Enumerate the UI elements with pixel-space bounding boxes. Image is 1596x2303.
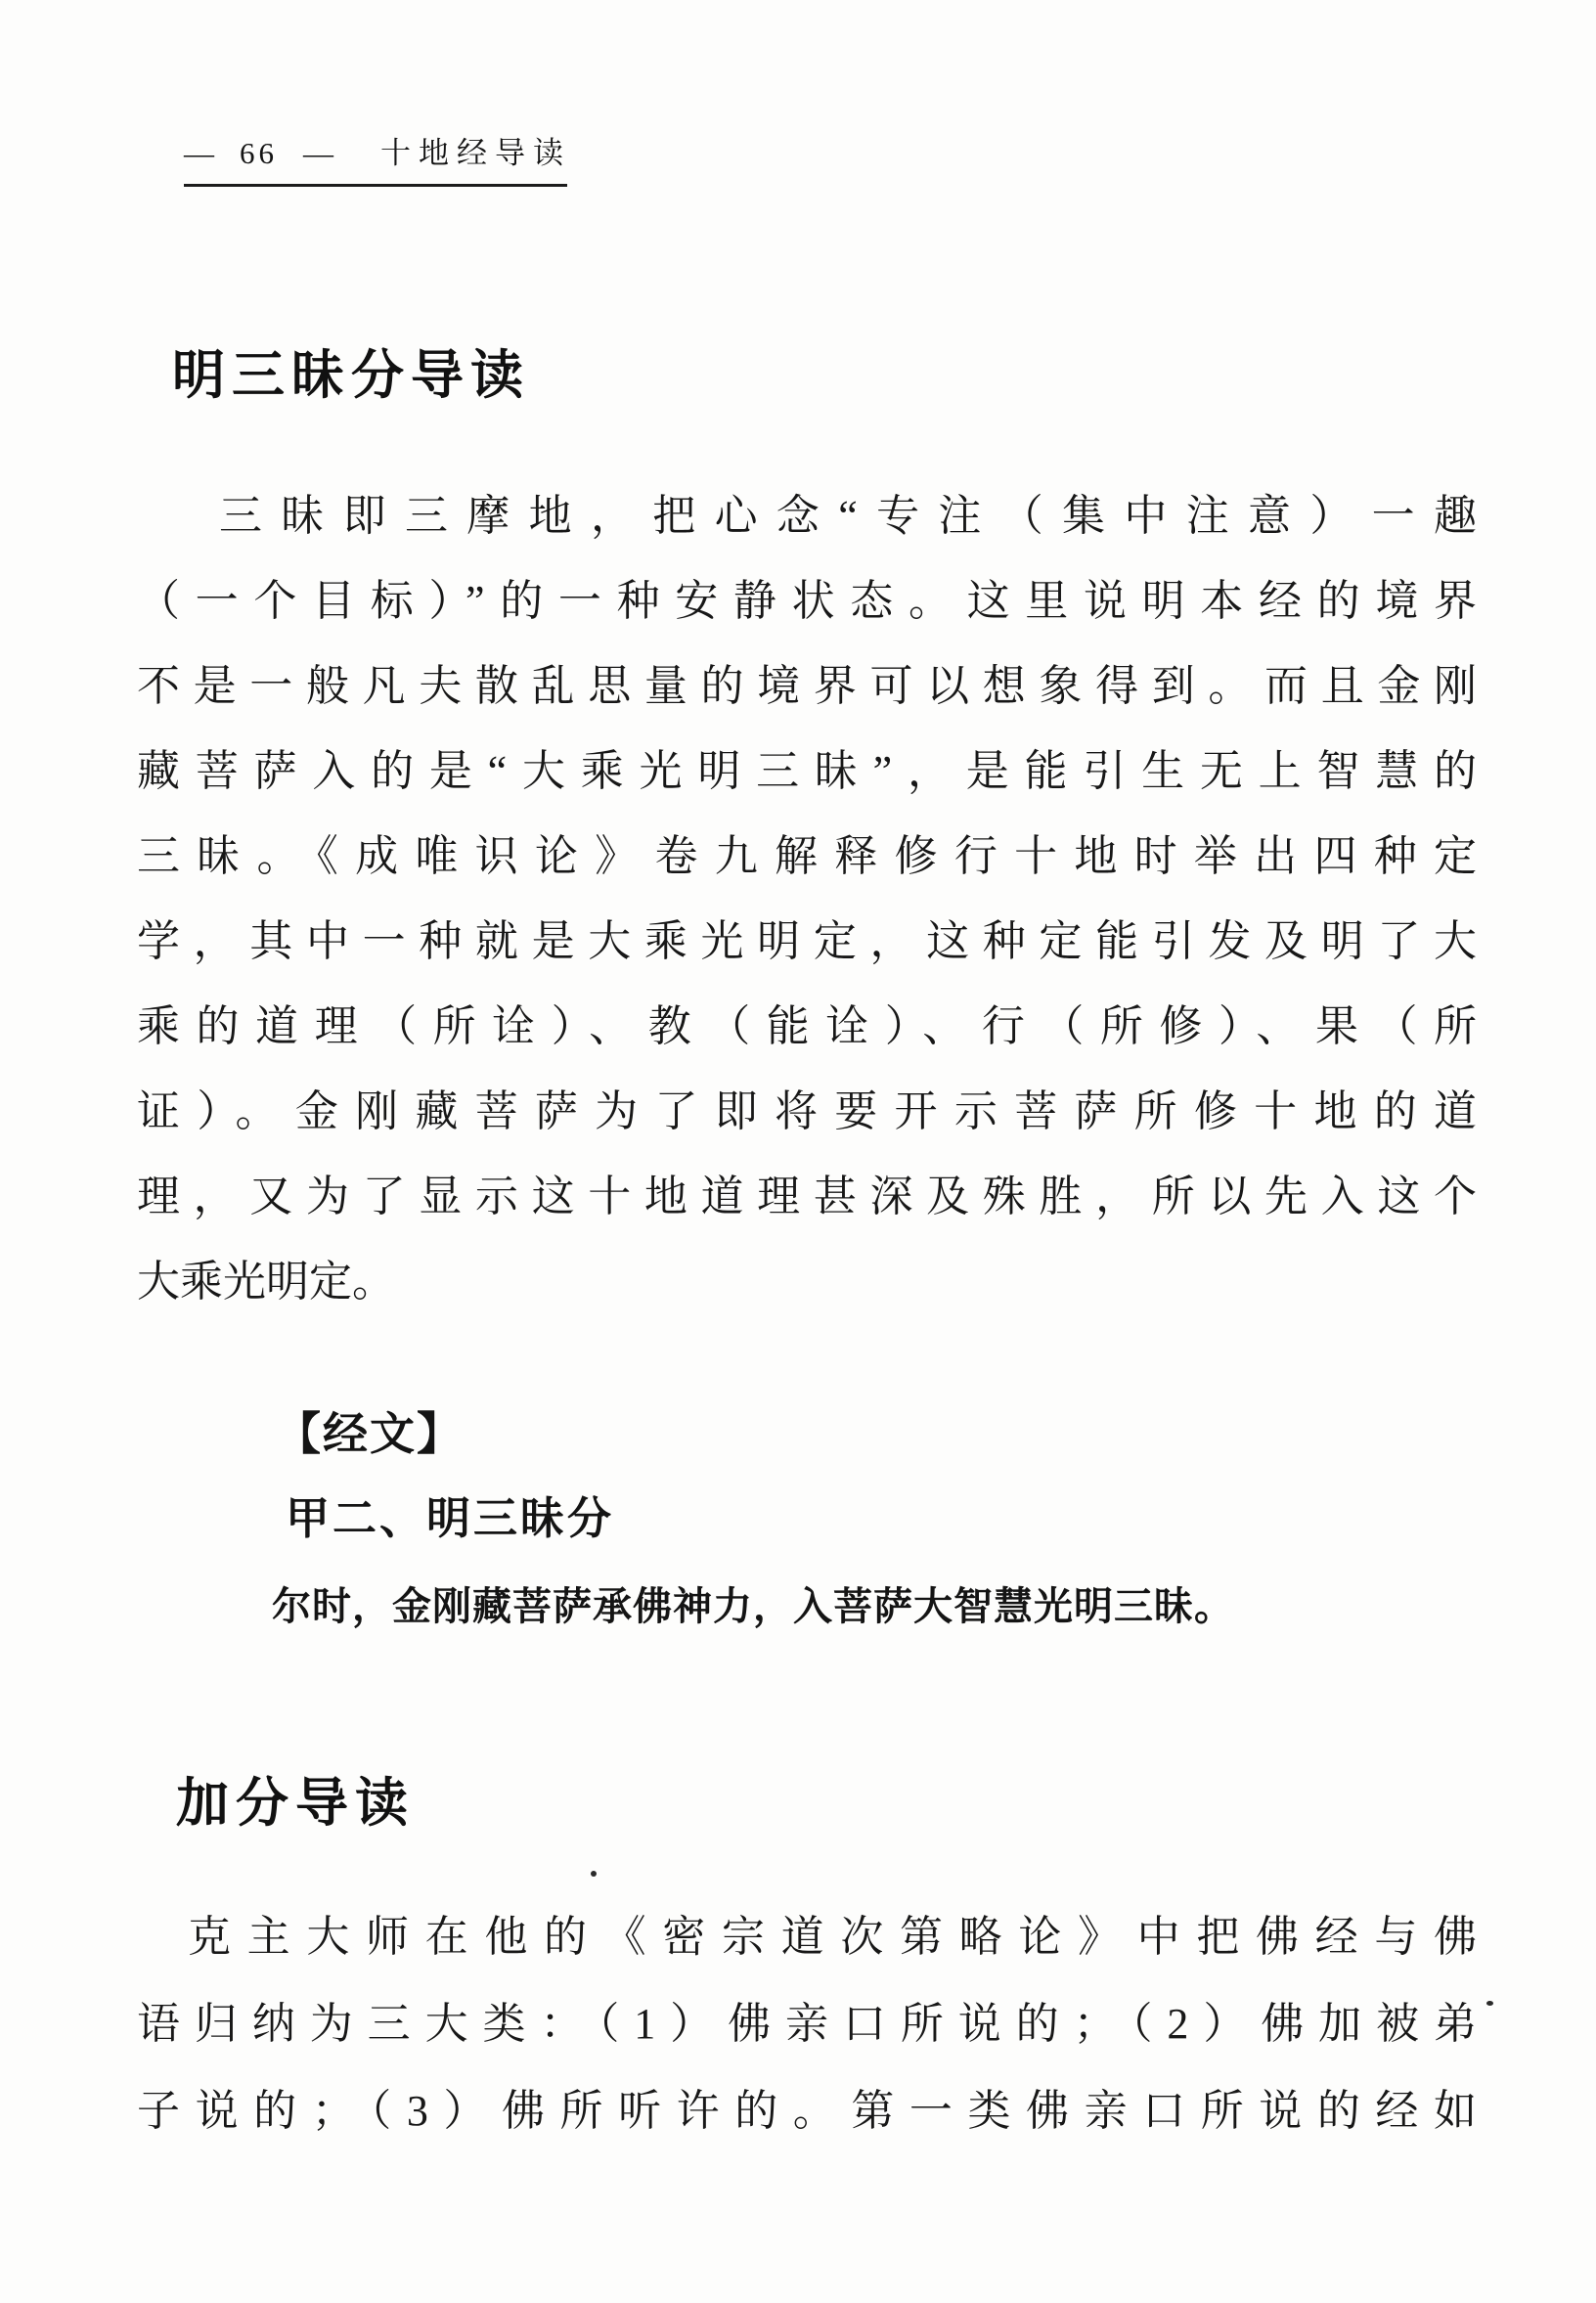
body-line: 藏菩萨入的是“大乘光明三昧”，是能引生无上智慧的 [137, 747, 1477, 795]
body-line: 学，其中一种就是大乘光明定，这种定能引发及明了大 [137, 917, 1477, 965]
page-number: 66 [240, 136, 278, 170]
header-dash-left: — [184, 136, 214, 170]
section-title-sanmei-guide: 明三昧分导读 [172, 346, 530, 406]
sutra-body-text: 尔时，金刚藏菩萨承佛神力，入菩萨大智慧光明三昧。 [272, 1585, 1234, 1628]
body-line: 理，又为了显示这十地道理甚深及殊胜，所以先入这个 [137, 1173, 1477, 1220]
body-line: 三昧即三摩地，把心念“专注（集中注意）一趣 [219, 492, 1477, 540]
body-line: 证）。金刚藏菩萨为了即将要开示菩萨所修十地的道 [137, 1087, 1477, 1135]
paragraph-jiafen [137, 1893, 1477, 2154]
scan-speck [1486, 2001, 1493, 2006]
body-line: 乘的道理（所诠）、教（能诠）、行（所修）、果（所 [137, 1002, 1477, 1050]
body-line: 子说的；（3）佛所听许的。第一类佛亲口所说的经如 [137, 2087, 1477, 2135]
paragraph-sanmei [137, 473, 1477, 1324]
body-line: 不是一般凡夫散乱思量的境界可以想象得到。而且金刚 [137, 662, 1477, 710]
sutra-heading: 甲二、明三昧分 [286, 1493, 615, 1543]
body-line: （一个目标）”的一种安静状态。这里说明本经的境界 [137, 577, 1477, 625]
body-line: 克主大师在他的《密宗道次第略论》中把佛经与佛 [188, 1913, 1477, 1961]
book-title: 十地经导读 [380, 136, 571, 170]
sutra-section-label: 【经文】 [276, 1409, 464, 1459]
page-header [184, 136, 571, 187]
body-line: 语归纳为三大类：（1）佛亲口所说的；（2）佛加被弟 [137, 2000, 1477, 2048]
section-title-jiafen-guide: 加分导读 [176, 1774, 415, 1834]
header-dash-right: — [303, 136, 333, 170]
body-line: 大乘光明定。 [137, 1258, 395, 1306]
scan-speck [591, 1871, 597, 1877]
body-line: 三昧。《成唯识论》卷九解释修行十地时举出四种定 [137, 832, 1477, 880]
